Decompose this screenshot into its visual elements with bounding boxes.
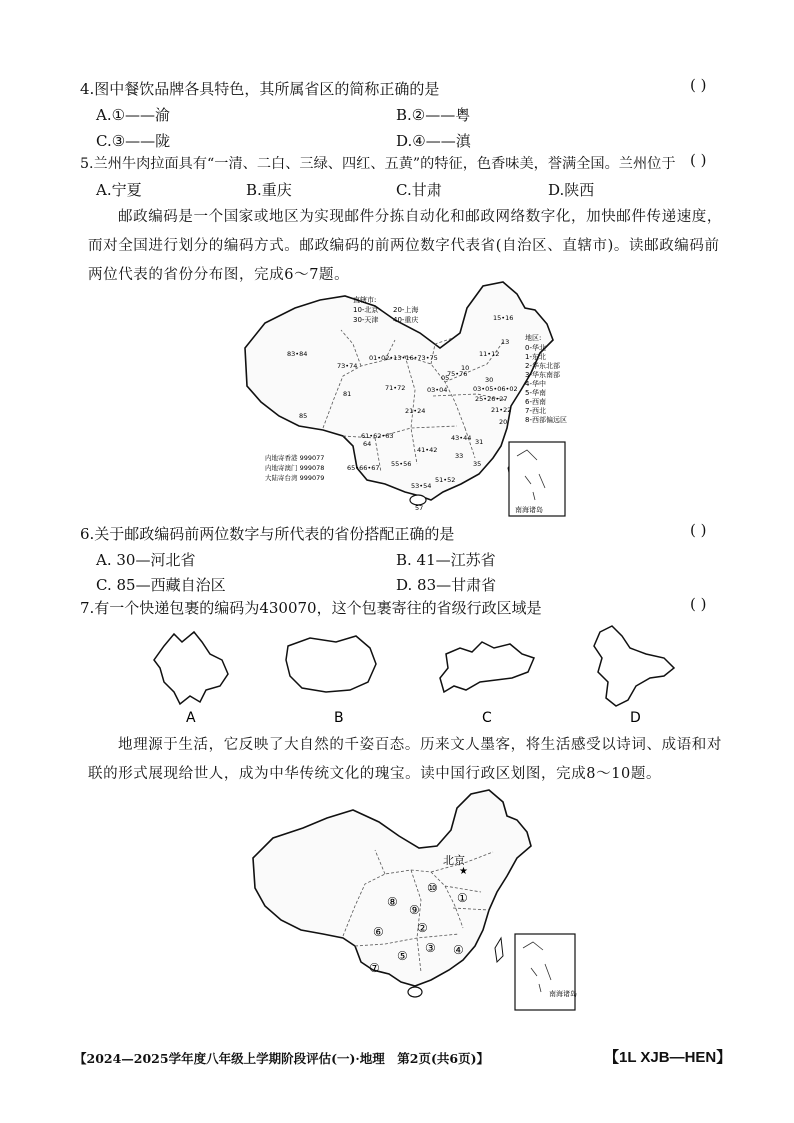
code-label: 13	[501, 338, 510, 346]
code-label: 71•72	[385, 384, 406, 392]
code-label: 05	[441, 374, 450, 382]
code-label: 55•56	[391, 460, 412, 468]
code-label: 64	[363, 440, 372, 448]
region-legend-7: 7-西北	[525, 407, 546, 415]
q5-option-a: A.宁夏	[96, 181, 142, 199]
marker-5: ⑤	[397, 949, 408, 963]
code-label: 83•84	[287, 350, 308, 358]
marker-9: ⑨	[409, 903, 420, 917]
code-label: 51•52	[435, 476, 456, 484]
q5-option-c: C.甘肃	[396, 181, 442, 199]
region-legend-0: 0-华北	[525, 344, 546, 352]
municipalities-title: 直辖市:	[353, 296, 377, 304]
code-label: 57	[415, 504, 424, 512]
map1-inset-frame	[509, 442, 565, 516]
special-hongkong: 内地寄香港 999077	[265, 454, 325, 462]
code-label: 85	[299, 412, 308, 420]
q6-option-b: B. 41—江苏省	[396, 551, 496, 569]
q6-option-a: A. 30—河北省	[96, 551, 196, 569]
code-label: 03•04	[427, 386, 448, 394]
code-label: 01•02•13•16•73•75	[369, 354, 438, 362]
marker-1: ①	[457, 891, 468, 905]
municipality-beijing: 10-北京	[353, 306, 379, 314]
region-legend-1: 1-东北	[525, 353, 546, 361]
shape-label-d: D	[630, 710, 641, 724]
code-label: 10	[461, 364, 470, 372]
code-label: 41•42	[417, 446, 438, 454]
code-label: 35	[473, 460, 482, 468]
q5-option-d: D.陕西	[548, 181, 595, 199]
map2-inset-label: 南海诸岛	[549, 990, 577, 998]
special-taiwan: 大陆寄台湾 999079	[265, 474, 325, 482]
code-label: 75•76	[447, 370, 468, 378]
q6-answer-bracket: ( )	[690, 521, 707, 539]
code-label: 21•22	[491, 406, 512, 414]
postal-code-intro: 邮政编码是一个国家或地区为实现邮件分拣自动化和邮政网络数字化，加快邮件传递速度，而对全国进行划分的编码方式。邮政编码的前两位数字代表省(自治区、直辖市)。读邮政编码前两位代表的省份分布图，完成6～7题。	[88, 209, 722, 283]
marker-4: ④	[453, 943, 464, 957]
postal-code-map	[235, 278, 595, 518]
code-label: 61•62•63	[361, 432, 394, 440]
q6-stem: 6.关于邮政编码前两位数字与所代表的省份搭配正确的是	[80, 525, 455, 543]
q7-answer-bracket: ( )	[690, 595, 707, 613]
code-label: 15•16	[493, 314, 514, 322]
q7-stem: 7.有一个快递包裹的编码为430070，这个包裹寄往的省级行政区域是	[80, 599, 542, 617]
shape-c-hubei	[440, 642, 534, 692]
marker-7: ⑦	[369, 961, 380, 975]
code-label: 11•12	[479, 350, 500, 358]
poetry-intro: 地理源于生活，它反映了大自然的千姿百态。历来文人墨客，将生活感受以诗词、成语和对联的形式展现给世人，成为中华传统文化的瑰宝。读中国行政区划图，完成8～10题。	[88, 737, 722, 782]
code-label: 81	[343, 390, 352, 398]
q4-option-d: D.④——滇	[396, 132, 471, 150]
capital-label: 北京	[443, 854, 465, 867]
code-label: 31	[475, 438, 484, 446]
code-label: 21•24	[405, 407, 426, 415]
special-macao: 内地寄澳门 999078	[265, 464, 325, 472]
q6-option-c: C. 85—西藏自治区	[96, 576, 226, 594]
marker-6: ⑥	[373, 925, 384, 939]
municipality-tianjin: 30-天津	[353, 316, 379, 324]
china-admin-map	[245, 788, 590, 1018]
q4-option-a: A.①——渝	[96, 106, 171, 124]
shape-label-a: A	[186, 710, 196, 724]
region-legend-4: 4-华中	[525, 380, 546, 388]
province-shapes	[150, 624, 680, 724]
marker-3: ③	[425, 941, 436, 955]
region-legend-3: 3-华东南部	[525, 371, 560, 379]
region-legend-title: 地区:	[525, 334, 542, 342]
code-label: 25•26•27	[475, 395, 508, 403]
capital-star-icon: ★	[459, 866, 468, 877]
marker-2: ②	[417, 921, 428, 935]
q5-answer-bracket: ( )	[690, 151, 707, 169]
municipality-chongqing: 40-重庆	[393, 316, 419, 324]
shape-d-heilongjiang	[594, 626, 674, 706]
q4-option-b: B.②——粤	[396, 106, 471, 124]
q4-option-c: C.③——陇	[96, 132, 171, 150]
shape-b-qinghai	[286, 636, 376, 692]
code-label: 30	[485, 376, 494, 384]
q5-option-b: B.重庆	[246, 181, 292, 199]
marker-10: ⑩	[427, 881, 438, 895]
region-legend-5: 5-华南	[525, 389, 546, 397]
municipality-shanghai: 20-上海	[393, 306, 419, 314]
shape-label-c: C	[482, 710, 492, 724]
q4-stem: 4.图中餐饮品牌各具特色，其所属省区的简称正确的是	[80, 80, 440, 98]
footer-right: 【1L XJB—HEN】	[604, 1049, 732, 1066]
code-label: 53•54	[411, 482, 432, 490]
map2-inset-frame	[515, 934, 575, 1010]
q5-stem: 5.兰州牛肉拉面具有“一清、二白、三绿、四红、五黄”的特征，色香味美，誉满全国。兰州位于	[80, 156, 676, 172]
marker-8: ⑧	[387, 895, 398, 909]
code-label: 20	[499, 418, 508, 426]
region-legend-6: 6-西南	[525, 398, 546, 406]
region-legend-2: 2-华东北部	[525, 362, 560, 370]
code-label: 73•74	[337, 362, 358, 370]
q6-option-d: D. 83—甘肃省	[396, 576, 497, 594]
region-legend-8: 8-西部偏远区	[525, 416, 567, 424]
shape-label-b: B	[334, 710, 344, 724]
code-label: 65•66•67	[347, 464, 380, 472]
code-label: 03•05•06•02	[473, 385, 518, 393]
q4-answer-bracket: ( )	[690, 76, 707, 94]
map1-inset-label: 南海诸岛	[515, 506, 543, 514]
code-label: 43•44	[451, 434, 472, 442]
footer-left: 【2024—2025学年度八年级上学期阶段评估(一)·地理 第2页(共6页)】	[74, 1051, 489, 1066]
shape-a-yunnan	[154, 632, 228, 704]
code-label: 33	[455, 452, 464, 460]
